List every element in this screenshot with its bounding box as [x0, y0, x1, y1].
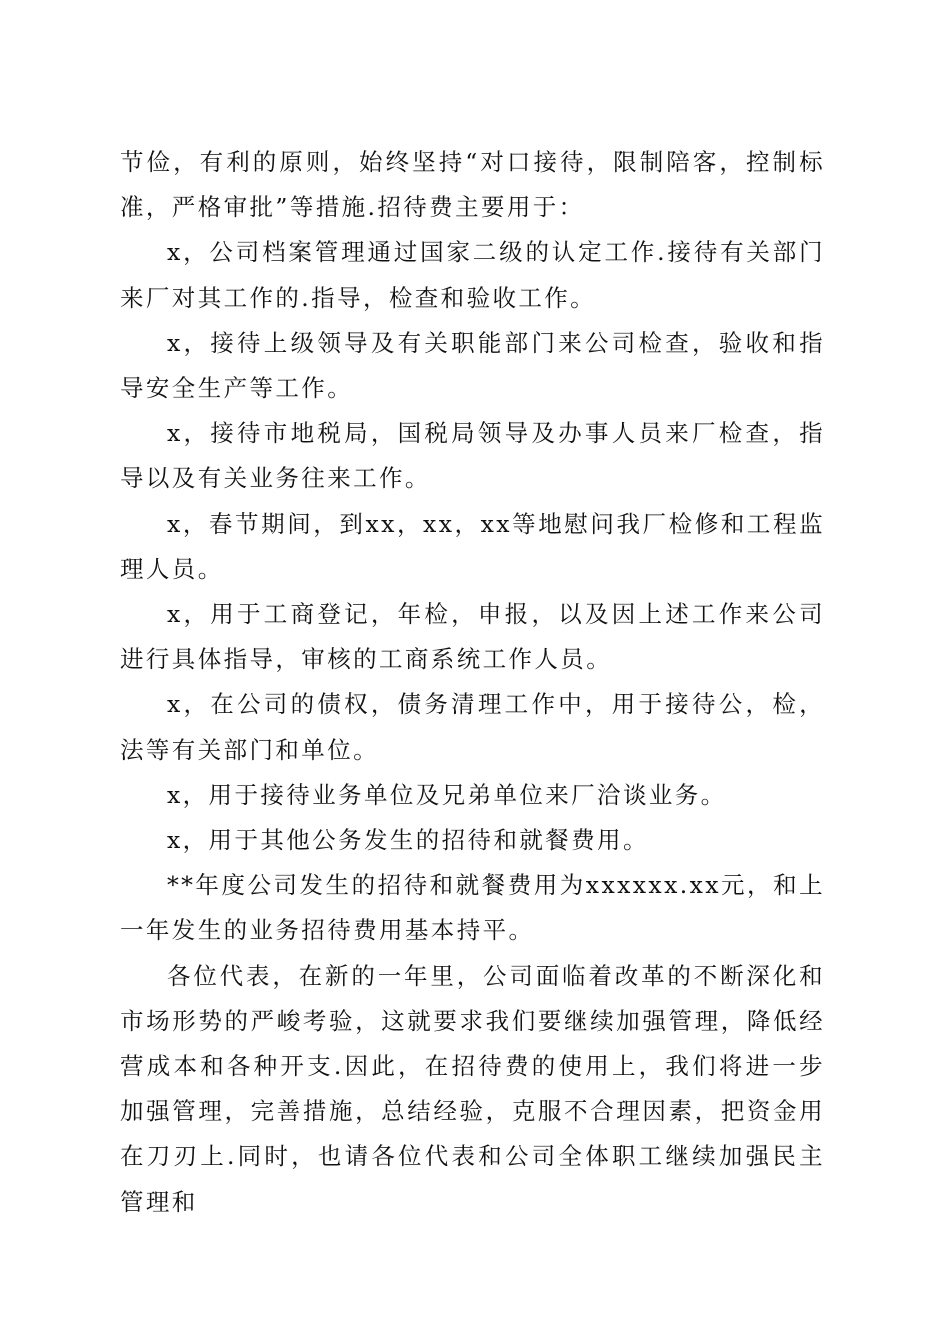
- paragraph-item-spring-festival: x，春节期间，到xx，xx，xx等地慰问我厂检修和工程监理人员。: [120, 509, 825, 583]
- paragraph-item-business-registration: x，用于工商登记，年检，申报，以及因上述工作来公司进行具体指导，审核的工商系统工作人员。: [120, 600, 825, 674]
- paragraph-item-archive: x，公司档案管理通过国家二级的认定工作.接待有关部门来厂对其工作的.指导，检查和验收工作。: [120, 238, 825, 312]
- paragraph-item-tax: x，接待市地税局，国税局领导及办事人员来厂检查，指导以及有关业务往来工作。: [120, 419, 825, 493]
- paragraph-item-debt-clearing: x，在公司的债权，债务清理工作中，用于接待公，检，法等有关部门和单位。: [120, 690, 825, 764]
- paragraph-item-business-partners: x，用于接待业务单位及兄弟单位来厂洽谈业务。: [167, 780, 727, 809]
- paragraph-item-inspection: x，接待上级领导及有关职能部门来公司检查，验收和指导安全生产等工作。: [120, 328, 825, 403]
- paragraph-closing: 各位代表，在新的一年里，公司面临着改革的不断深化和市场形势的严峻考验，这就要求我们要继续加强管理，降低经营成本和各种开支.因此，在招待费的使用上，我们将进一步加强管理，完善措施，总结经验，克服不合理因素，把资金用在刀刃上.同时，也请各位代表和公司全体职工继续加强民主管理和: [120, 961, 825, 1216]
- paragraph-item-other: x，用于其他公务发生的招待和就餐费用。: [167, 826, 649, 855]
- paragraph-principles: 节俭，有利的原则，始终坚持“对口接待，限制陪客，控制标准，严格审批”等措施.招待费主要用于：: [120, 148, 825, 222]
- paragraph-annual-total: **年度公司发生的招待和就餐费用为xxxxxx.xx元，和上一年发生的业务招待费用基本持平。: [120, 871, 825, 945]
- document-body: [120, 140, 825, 1225]
